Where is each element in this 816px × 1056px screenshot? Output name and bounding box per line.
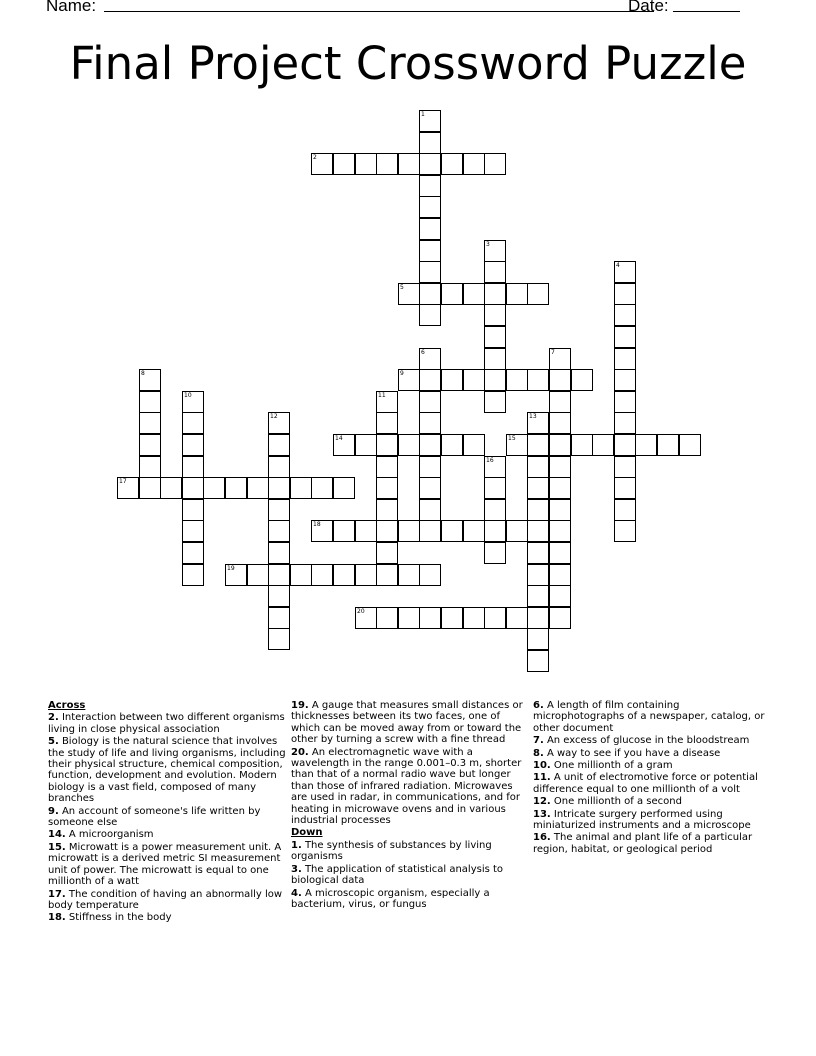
- clue-item-text: A way to see if you have a disease: [543, 747, 721, 759]
- crossword-cell[interactable]: [549, 391, 571, 413]
- clue-number: 2: [313, 154, 317, 161]
- crossword-cell[interactable]: [419, 110, 441, 132]
- crossword-cell[interactable]: [527, 542, 549, 564]
- clue-item-text: The condition of having an abnormally low body temperature: [48, 888, 283, 911]
- crossword-cell[interactable]: [484, 153, 506, 175]
- clue-number: 8: [141, 370, 145, 377]
- clue-item-text: Interaction between two different organisms living in close physical association: [48, 712, 285, 735]
- clue-item-number: 6.: [533, 700, 544, 711]
- crossword-cell[interactable]: [484, 283, 506, 305]
- crossword-cell[interactable]: [376, 477, 398, 499]
- crossword-cell[interactable]: [419, 499, 441, 521]
- crossword-cell[interactable]: [527, 434, 549, 456]
- crossword-cell[interactable]: [441, 283, 463, 305]
- crossword-cell[interactable]: [419, 348, 441, 370]
- crossword-cell[interactable]: [333, 477, 355, 499]
- crossword-cell[interactable]: [549, 348, 571, 370]
- clues-column-3: [533, 700, 773, 856]
- crossword-cell[interactable]: [549, 585, 571, 607]
- crossword-cell[interactable]: [398, 520, 420, 542]
- crossword-cell[interactable]: [182, 456, 204, 478]
- clue-number: 3: [486, 241, 490, 248]
- clue-item-text: A length of film containing microphotographs of a newspaper, catalog, or other document: [533, 700, 765, 734]
- crossword-cell[interactable]: [506, 520, 528, 542]
- clue-item-number: 12.: [533, 796, 551, 808]
- crossword-cell[interactable]: [484, 499, 506, 521]
- crossword-cell[interactable]: [484, 542, 506, 564]
- crossword-cell[interactable]: [614, 456, 636, 478]
- crossword-cell[interactable]: [527, 283, 549, 305]
- crossword-cell[interactable]: [268, 607, 290, 629]
- clue-item-text: Intricate surgery performed using miniaturized instruments and a microscope: [533, 808, 751, 832]
- crossword-cell[interactable]: [290, 477, 312, 499]
- clue-number: 9: [400, 370, 404, 377]
- crossword-cell[interactable]: [398, 434, 420, 456]
- crossword-cell[interactable]: [376, 520, 398, 542]
- crossword-cell[interactable]: [333, 434, 355, 456]
- clue-item-text: An electromagnetic wave with a wavelength in the range 0.001–0.3 m, shorter than that of a normal radio wave but longer than those of infrared radiation. Microwaves are used in radar, in communications, and for heating in microwave ovens and in various industrial processes: [291, 746, 522, 827]
- down-clue-list: [291, 840, 527, 910]
- clue-item: [291, 700, 527, 746]
- clue-item-text: One millionth of a gram: [550, 760, 673, 772]
- clue-item: [48, 736, 288, 804]
- clue-item-text: The animal and plant life of a particular region, habitat, or geological period: [533, 832, 753, 855]
- clue-item-number: 20.: [291, 746, 309, 758]
- crossword-cell[interactable]: [614, 304, 636, 326]
- crossword-cell[interactable]: [182, 499, 204, 521]
- crossword-cell[interactable]: [571, 369, 593, 391]
- crossword-cell[interactable]: [441, 434, 463, 456]
- clue-item-number: 17.: [48, 888, 66, 900]
- crossword-cell[interactable]: [527, 585, 549, 607]
- crossword-cell[interactable]: [614, 499, 636, 521]
- clue-item: [48, 912, 288, 923]
- crossword-cell[interactable]: [614, 348, 636, 370]
- crossword-cell[interactable]: [419, 477, 441, 499]
- clue-item: [291, 864, 527, 887]
- clue-item-number: 1.: [291, 839, 302, 851]
- clue-number: 7: [551, 349, 555, 356]
- crossword-cell[interactable]: [527, 607, 549, 629]
- crossword-cell[interactable]: [549, 520, 571, 542]
- clue-item-number: 4.: [291, 887, 302, 899]
- clue-item: [533, 760, 773, 771]
- crossword-cell[interactable]: [484, 369, 506, 391]
- crossword-cell[interactable]: [657, 434, 679, 456]
- down-heading: Down: [291, 827, 323, 839]
- crossword-cell[interactable]: [247, 477, 269, 499]
- crossword-cell[interactable]: [419, 240, 441, 262]
- crossword-cell[interactable]: [247, 564, 269, 586]
- crossword-cell[interactable]: [614, 477, 636, 499]
- crossword-cell[interactable]: [549, 456, 571, 478]
- crossword-cell[interactable]: [419, 456, 441, 478]
- crossword-cell[interactable]: [679, 434, 701, 456]
- crossword-cell[interactable]: [614, 261, 636, 283]
- crossword-cell[interactable]: [484, 304, 506, 326]
- crossword-cell[interactable]: [333, 520, 355, 542]
- clue-item: [533, 772, 773, 795]
- clue-item-number: 9.: [48, 805, 59, 817]
- crossword-cell[interactable]: [441, 520, 463, 542]
- clue-item-text: The application of statistical analysis to biological data: [291, 863, 504, 887]
- crossword-cell[interactable]: [614, 434, 636, 456]
- crossword-cell[interactable]: [419, 218, 441, 240]
- crossword-cell[interactable]: [225, 564, 247, 586]
- crossword-cell[interactable]: [527, 456, 549, 478]
- crossword-cell[interactable]: [398, 564, 420, 586]
- crossword-cell[interactable]: [311, 520, 333, 542]
- crossword-cell[interactable]: [419, 261, 441, 283]
- crossword-cell[interactable]: [463, 434, 485, 456]
- clue-item-number: 14.: [48, 829, 66, 841]
- crossword-cell[interactable]: [419, 391, 441, 413]
- clue-item: [48, 806, 288, 829]
- crossword-cell[interactable]: [527, 412, 549, 434]
- crossword-cell[interactable]: [376, 391, 398, 413]
- crossword-cell[interactable]: [463, 153, 485, 175]
- crossword-cell[interactable]: [398, 607, 420, 629]
- crossword-cell[interactable]: [549, 607, 571, 629]
- crossword-cell[interactable]: [268, 434, 290, 456]
- crossword-cell[interactable]: [419, 283, 441, 305]
- crossword-cell[interactable]: [419, 564, 441, 586]
- clue-number: 16: [486, 457, 494, 464]
- crossword-cell[interactable]: [376, 434, 398, 456]
- crossword-cell[interactable]: [398, 369, 420, 391]
- crossword-cell[interactable]: [527, 520, 549, 542]
- crossword-cell[interactable]: [398, 153, 420, 175]
- clue-item-text: An account of someone's life written by someone else: [48, 805, 261, 829]
- crossword-cell[interactable]: [268, 520, 290, 542]
- crossword-cell[interactable]: [376, 456, 398, 478]
- crossword-cell[interactable]: [182, 434, 204, 456]
- clue-number: 6: [421, 349, 425, 356]
- crossword-cell[interactable]: [527, 628, 549, 650]
- crossword-cell[interactable]: [139, 412, 161, 434]
- clue-item-text: Microwatt is a power measurement unit. A microwatt is a derived metric SI measurement unit of power. The microwatt is equal to one millionth of a watt: [48, 841, 282, 888]
- clue-item-text: A microorganism: [65, 829, 154, 841]
- clues-column-1: [48, 700, 288, 925]
- crossword-cell[interactable]: [333, 153, 355, 175]
- crossword-cell[interactable]: [419, 132, 441, 154]
- page-title: Final Project Crossword Puzzle: [69, 37, 747, 90]
- crossword-cell[interactable]: [268, 585, 290, 607]
- crossword-cell[interactable]: [376, 607, 398, 629]
- clue-item-number: 15.: [48, 841, 66, 853]
- crossword-cell[interactable]: [268, 628, 290, 650]
- clue-number: 13: [529, 413, 537, 420]
- clue-item: [533, 748, 773, 759]
- clue-item: [291, 840, 527, 863]
- crossword-cell[interactable]: [182, 564, 204, 586]
- clue-item-number: 2.: [48, 712, 59, 724]
- clue-item: [48, 889, 288, 912]
- crossword-cell[interactable]: [182, 520, 204, 542]
- crossword-cell[interactable]: [484, 326, 506, 348]
- clue-item: [48, 712, 288, 735]
- clue-number: 15: [508, 435, 516, 442]
- crossword-cell[interactable]: [614, 520, 636, 542]
- clue-item: [533, 832, 773, 855]
- clue-item-number: 5.: [48, 736, 59, 748]
- crossword-cell[interactable]: [419, 607, 441, 629]
- crossword-cell[interactable]: [549, 369, 571, 391]
- across-clue-list: [48, 712, 288, 923]
- crossword-cell[interactable]: [635, 434, 657, 456]
- clue-item: [291, 747, 527, 827]
- crossword-cell[interactable]: [463, 607, 485, 629]
- crossword-cell[interactable]: [311, 477, 333, 499]
- crossword-cell[interactable]: [355, 153, 377, 175]
- clue-item-text: A microscopic organism, especially a bacterium, virus, or fungus: [291, 887, 490, 910]
- clue-item-text: The synthesis of substances by living organisms: [291, 839, 492, 863]
- clue-number: 19: [227, 565, 235, 572]
- clue-item: [533, 700, 773, 734]
- crossword-cell[interactable]: [139, 477, 161, 499]
- clue-item-text: An excess of glucose in the bloodstream: [543, 735, 750, 747]
- crossword-cell[interactable]: [355, 434, 377, 456]
- crossword-cell[interactable]: [527, 650, 549, 672]
- clue-item-number: 16.: [533, 832, 551, 844]
- clue-number: 20: [357, 608, 365, 615]
- clue-number: 5: [400, 284, 404, 291]
- crossword-cell[interactable]: [506, 607, 528, 629]
- clue-item: [533, 809, 773, 832]
- crossword-cell[interactable]: [527, 477, 549, 499]
- crossword-cell[interactable]: [527, 369, 549, 391]
- crossword-cell[interactable]: [527, 564, 549, 586]
- clue-number: 10: [184, 392, 192, 399]
- down-clue-list-continued: [533, 700, 773, 855]
- name-label: Name:: [46, 0, 97, 15]
- date-label: Date:: [628, 0, 669, 15]
- crossword-cell[interactable]: [506, 283, 528, 305]
- crossword-cell[interactable]: [463, 520, 485, 542]
- clue-number: 17: [119, 478, 127, 485]
- crossword-cell[interactable]: [139, 369, 161, 391]
- crossword-cell[interactable]: [268, 499, 290, 521]
- clue-item-text: Biology is the natural science that involves the study of life and living organisms, including their physical structure, chemical composition, function, development and evolution. Modern biology is a vast field, composed of many branches: [48, 736, 286, 805]
- clue-number: 12: [270, 413, 278, 420]
- clue-number: 11: [378, 392, 386, 399]
- crossword-cell[interactable]: [355, 564, 377, 586]
- crossword-cell[interactable]: [376, 153, 398, 175]
- crossword-cell[interactable]: [484, 261, 506, 283]
- crossword-cell[interactable]: [182, 542, 204, 564]
- across-clue-list-continued: [291, 700, 527, 826]
- clue-item: [533, 735, 773, 746]
- clue-item-text: Stiffness in the body: [65, 912, 172, 924]
- crossword-cell[interactable]: [419, 369, 441, 391]
- crossword-cell[interactable]: [376, 542, 398, 564]
- crossword-cell[interactable]: [484, 391, 506, 413]
- clue-item: [48, 842, 288, 888]
- clue-item-number: 11.: [533, 772, 551, 784]
- crossword-cell[interactable]: [441, 607, 463, 629]
- crossword-cell[interactable]: [463, 283, 485, 305]
- clue-number: 18: [313, 521, 321, 528]
- clues-column-2: [291, 700, 527, 911]
- crossword-cell[interactable]: [549, 542, 571, 564]
- clue-item-number: 13.: [533, 808, 551, 820]
- crossword-cell[interactable]: [268, 456, 290, 478]
- clue-item-text: A unit of electromotive force or potential difference equal to one millionth of a volt: [533, 772, 758, 795]
- clue-item-number: 8.: [533, 747, 544, 759]
- crossword-cell[interactable]: [506, 434, 528, 456]
- clue-item-number: 7.: [533, 735, 544, 747]
- crossword-cell[interactable]: [549, 434, 571, 456]
- crossword-cell[interactable]: [268, 412, 290, 434]
- crossword-cell[interactable]: [419, 520, 441, 542]
- crossword-cell[interactable]: [225, 477, 247, 499]
- crossword-cell[interactable]: [549, 477, 571, 499]
- clue-item: [291, 888, 527, 911]
- crossword-cell[interactable]: [376, 412, 398, 434]
- crossword-cell[interactable]: [419, 196, 441, 218]
- crossword-cell[interactable]: [549, 499, 571, 521]
- crossword-cell[interactable]: [614, 326, 636, 348]
- crossword-cell[interactable]: [268, 477, 290, 499]
- clue-item-number: 18.: [48, 912, 66, 924]
- crossword-cell[interactable]: [203, 477, 225, 499]
- crossword-cell[interactable]: [376, 499, 398, 521]
- crossword-cell[interactable]: [441, 153, 463, 175]
- clue-number: 4: [616, 262, 620, 269]
- crossword-cell[interactable]: [419, 434, 441, 456]
- crossword-cell[interactable]: [463, 369, 485, 391]
- crossword-cell[interactable]: [160, 477, 182, 499]
- crossword-cell[interactable]: [182, 477, 204, 499]
- crossword-cell[interactable]: [419, 153, 441, 175]
- crossword-cell[interactable]: [592, 434, 614, 456]
- crossword-cell[interactable]: [355, 520, 377, 542]
- clue-item-text: A gauge that measures small distances or thicknesses between its two faces, one of which can be moved away from or toward the other by turning a screw with a fine thread: [291, 700, 523, 746]
- crossword-cell[interactable]: [182, 391, 204, 413]
- clue-item-number: 19.: [291, 700, 309, 711]
- crossword-cell[interactable]: [333, 564, 355, 586]
- crossword-cell[interactable]: [419, 304, 441, 326]
- clue-item-number: 3.: [291, 863, 302, 875]
- clue-item-text: One millionth of a second: [550, 796, 682, 808]
- crossword-cell[interactable]: [398, 283, 420, 305]
- crossword-cell[interactable]: [139, 456, 161, 478]
- crossword-cell[interactable]: [182, 412, 204, 434]
- clue-item: [533, 796, 773, 807]
- crossword-cell[interactable]: [549, 564, 571, 586]
- crossword-cell[interactable]: [484, 477, 506, 499]
- crossword-cell[interactable]: [549, 412, 571, 434]
- crossword-cell[interactable]: [614, 369, 636, 391]
- crossword-cell[interactable]: [355, 607, 377, 629]
- crossword-cell[interactable]: [268, 542, 290, 564]
- crossword-cell[interactable]: [117, 477, 139, 499]
- crossword-cell[interactable]: [506, 369, 528, 391]
- clue-item: [48, 829, 288, 840]
- crossword-cell[interactable]: [139, 391, 161, 413]
- clue-number: 14: [335, 435, 343, 442]
- crossword-cell[interactable]: [376, 564, 398, 586]
- crossword-cell[interactable]: [614, 412, 636, 434]
- crossword-cell[interactable]: [484, 456, 506, 478]
- crossword-cell[interactable]: [139, 434, 161, 456]
- clue-item-number: 10.: [533, 760, 551, 772]
- crossword-cell[interactable]: [268, 564, 290, 586]
- crossword-cell[interactable]: [484, 520, 506, 542]
- crossword-cell[interactable]: [484, 348, 506, 370]
- crossword-cell[interactable]: [441, 369, 463, 391]
- clue-number: 1: [421, 111, 425, 118]
- crossword-cell[interactable]: [290, 564, 312, 586]
- crossword-cell[interactable]: [484, 240, 506, 262]
- crossword-cell[interactable]: [311, 564, 333, 586]
- crossword-cell[interactable]: [571, 434, 593, 456]
- crossword-cell[interactable]: [527, 499, 549, 521]
- crossword-cell[interactable]: [614, 283, 636, 305]
- crossword-cell[interactable]: [419, 412, 441, 434]
- crossword-cell[interactable]: [484, 607, 506, 629]
- crossword-cell[interactable]: [311, 153, 333, 175]
- crossword-cell[interactable]: [419, 175, 441, 197]
- crossword-cell[interactable]: [614, 391, 636, 413]
- across-heading: Across: [48, 700, 86, 711]
